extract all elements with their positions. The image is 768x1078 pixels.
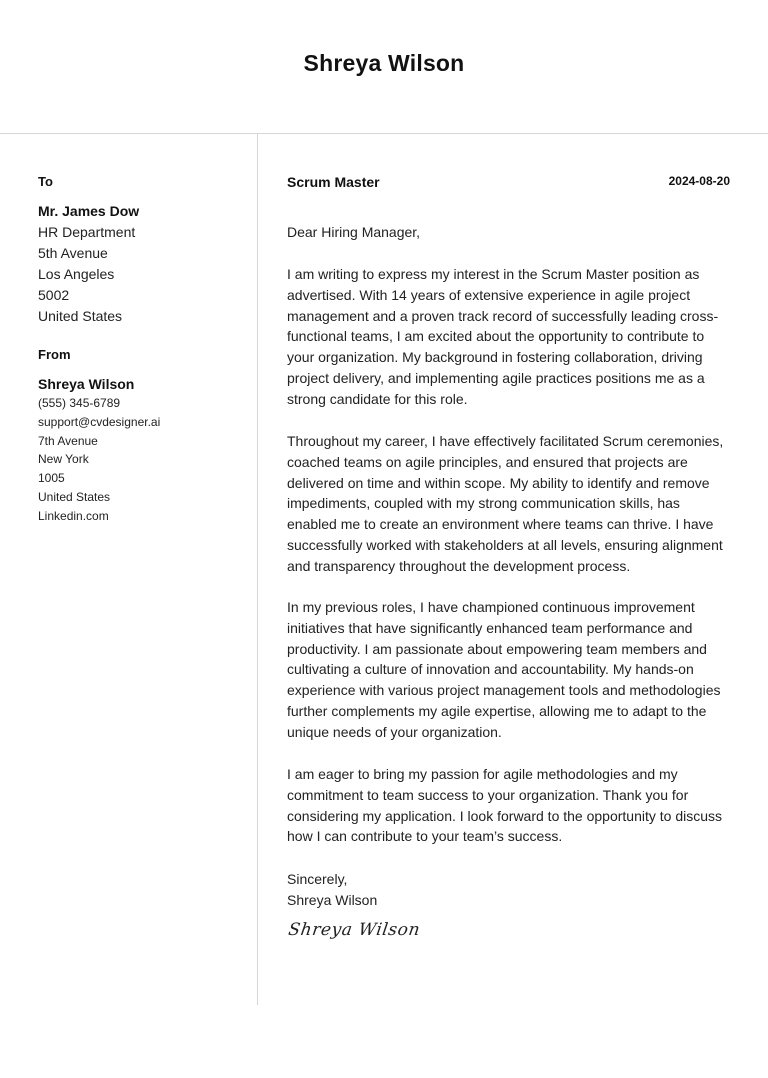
- paragraph-achievements: In my previous roles, I have championed continuous improvement initiatives that have significantly enhanced team performance and productivity. I am passionate about empowering team members and cultivating a culture of innovation and accountability. My hands-on experience with various project management tools and methodologies further complements my agile expertise, allowing me to adapt to the unique needs of your organization.: [287, 599, 721, 740]
- salutation: Dear Hiring Manager,: [287, 224, 421, 240]
- sender-label: From: [38, 347, 71, 362]
- sender-details: [38, 394, 160, 526]
- recipient-label: To: [38, 174, 53, 189]
- sender-postal-code: 1005: [38, 471, 65, 486]
- paragraph-closing: I am eager to bring my passion for agile methodologies and my commitment to team success to your organization. Thank you for considering my application. I look forward to the opportunity to discuss how I can contribute to your team’s success.: [287, 766, 723, 845]
- recipient-name: Mr. James Dow: [38, 203, 140, 219]
- recipient-department: HR Department: [38, 224, 136, 240]
- sender-phone: (555) 345-6789: [38, 396, 121, 410]
- column-divider: [257, 134, 258, 1005]
- sender-street: 7th Avenue: [38, 433, 98, 448]
- job-title: Scrum Master: [287, 174, 380, 190]
- sender-name: Shreya Wilson: [38, 376, 135, 392]
- handwritten-signature: Shreya Wilson: [287, 920, 422, 940]
- paragraph-intro: I am writing to express my interest in the Scrum Master position as advertised. With 14 years of extensive experience in agile project management and a proven track record of successfully leading cross-functional teams, I am excited about the opportunity to contribute to your organization. My background in fostering collaboration, driving project delivery, and implementing agile practices positions me as a strong candidate for this role.: [287, 266, 719, 407]
- recipient-postal-code: 5002: [38, 287, 70, 303]
- recipient-city: Los Angeles: [38, 266, 115, 282]
- recipient-address: [38, 222, 135, 327]
- recipient-street: 5th Avenue: [38, 245, 108, 261]
- letter-header: [0, 0, 768, 134]
- sender-email: support@cvdesigner.ai: [38, 414, 161, 429]
- sender-country: United States: [38, 489, 111, 504]
- closing-block: [287, 869, 377, 911]
- recipient-country: United States: [38, 308, 123, 324]
- letter-date: 2024-08-20: [668, 174, 730, 188]
- closing-name: Shreya Wilson: [287, 892, 378, 908]
- closing-phrase: Sincerely,: [287, 871, 348, 887]
- applicant-name-heading: Shreya Wilson: [303, 50, 465, 76]
- paragraph-experience: Throughout my career, I have effectively facilitated Scrum ceremonies, coached teams on agile principles, and ensured that projects are delivered on time and within scope. My ability to identify and remove impediments, coupled with my strong communication skills, has enabled me to create an environment where teams can thrive. I have successfully worked with stakeholders at all levels, ensuring alignment and transparency throughout the development process.: [287, 433, 724, 574]
- sender-website: Linkedin.com: [38, 508, 109, 523]
- sender-city: New York: [38, 452, 89, 467]
